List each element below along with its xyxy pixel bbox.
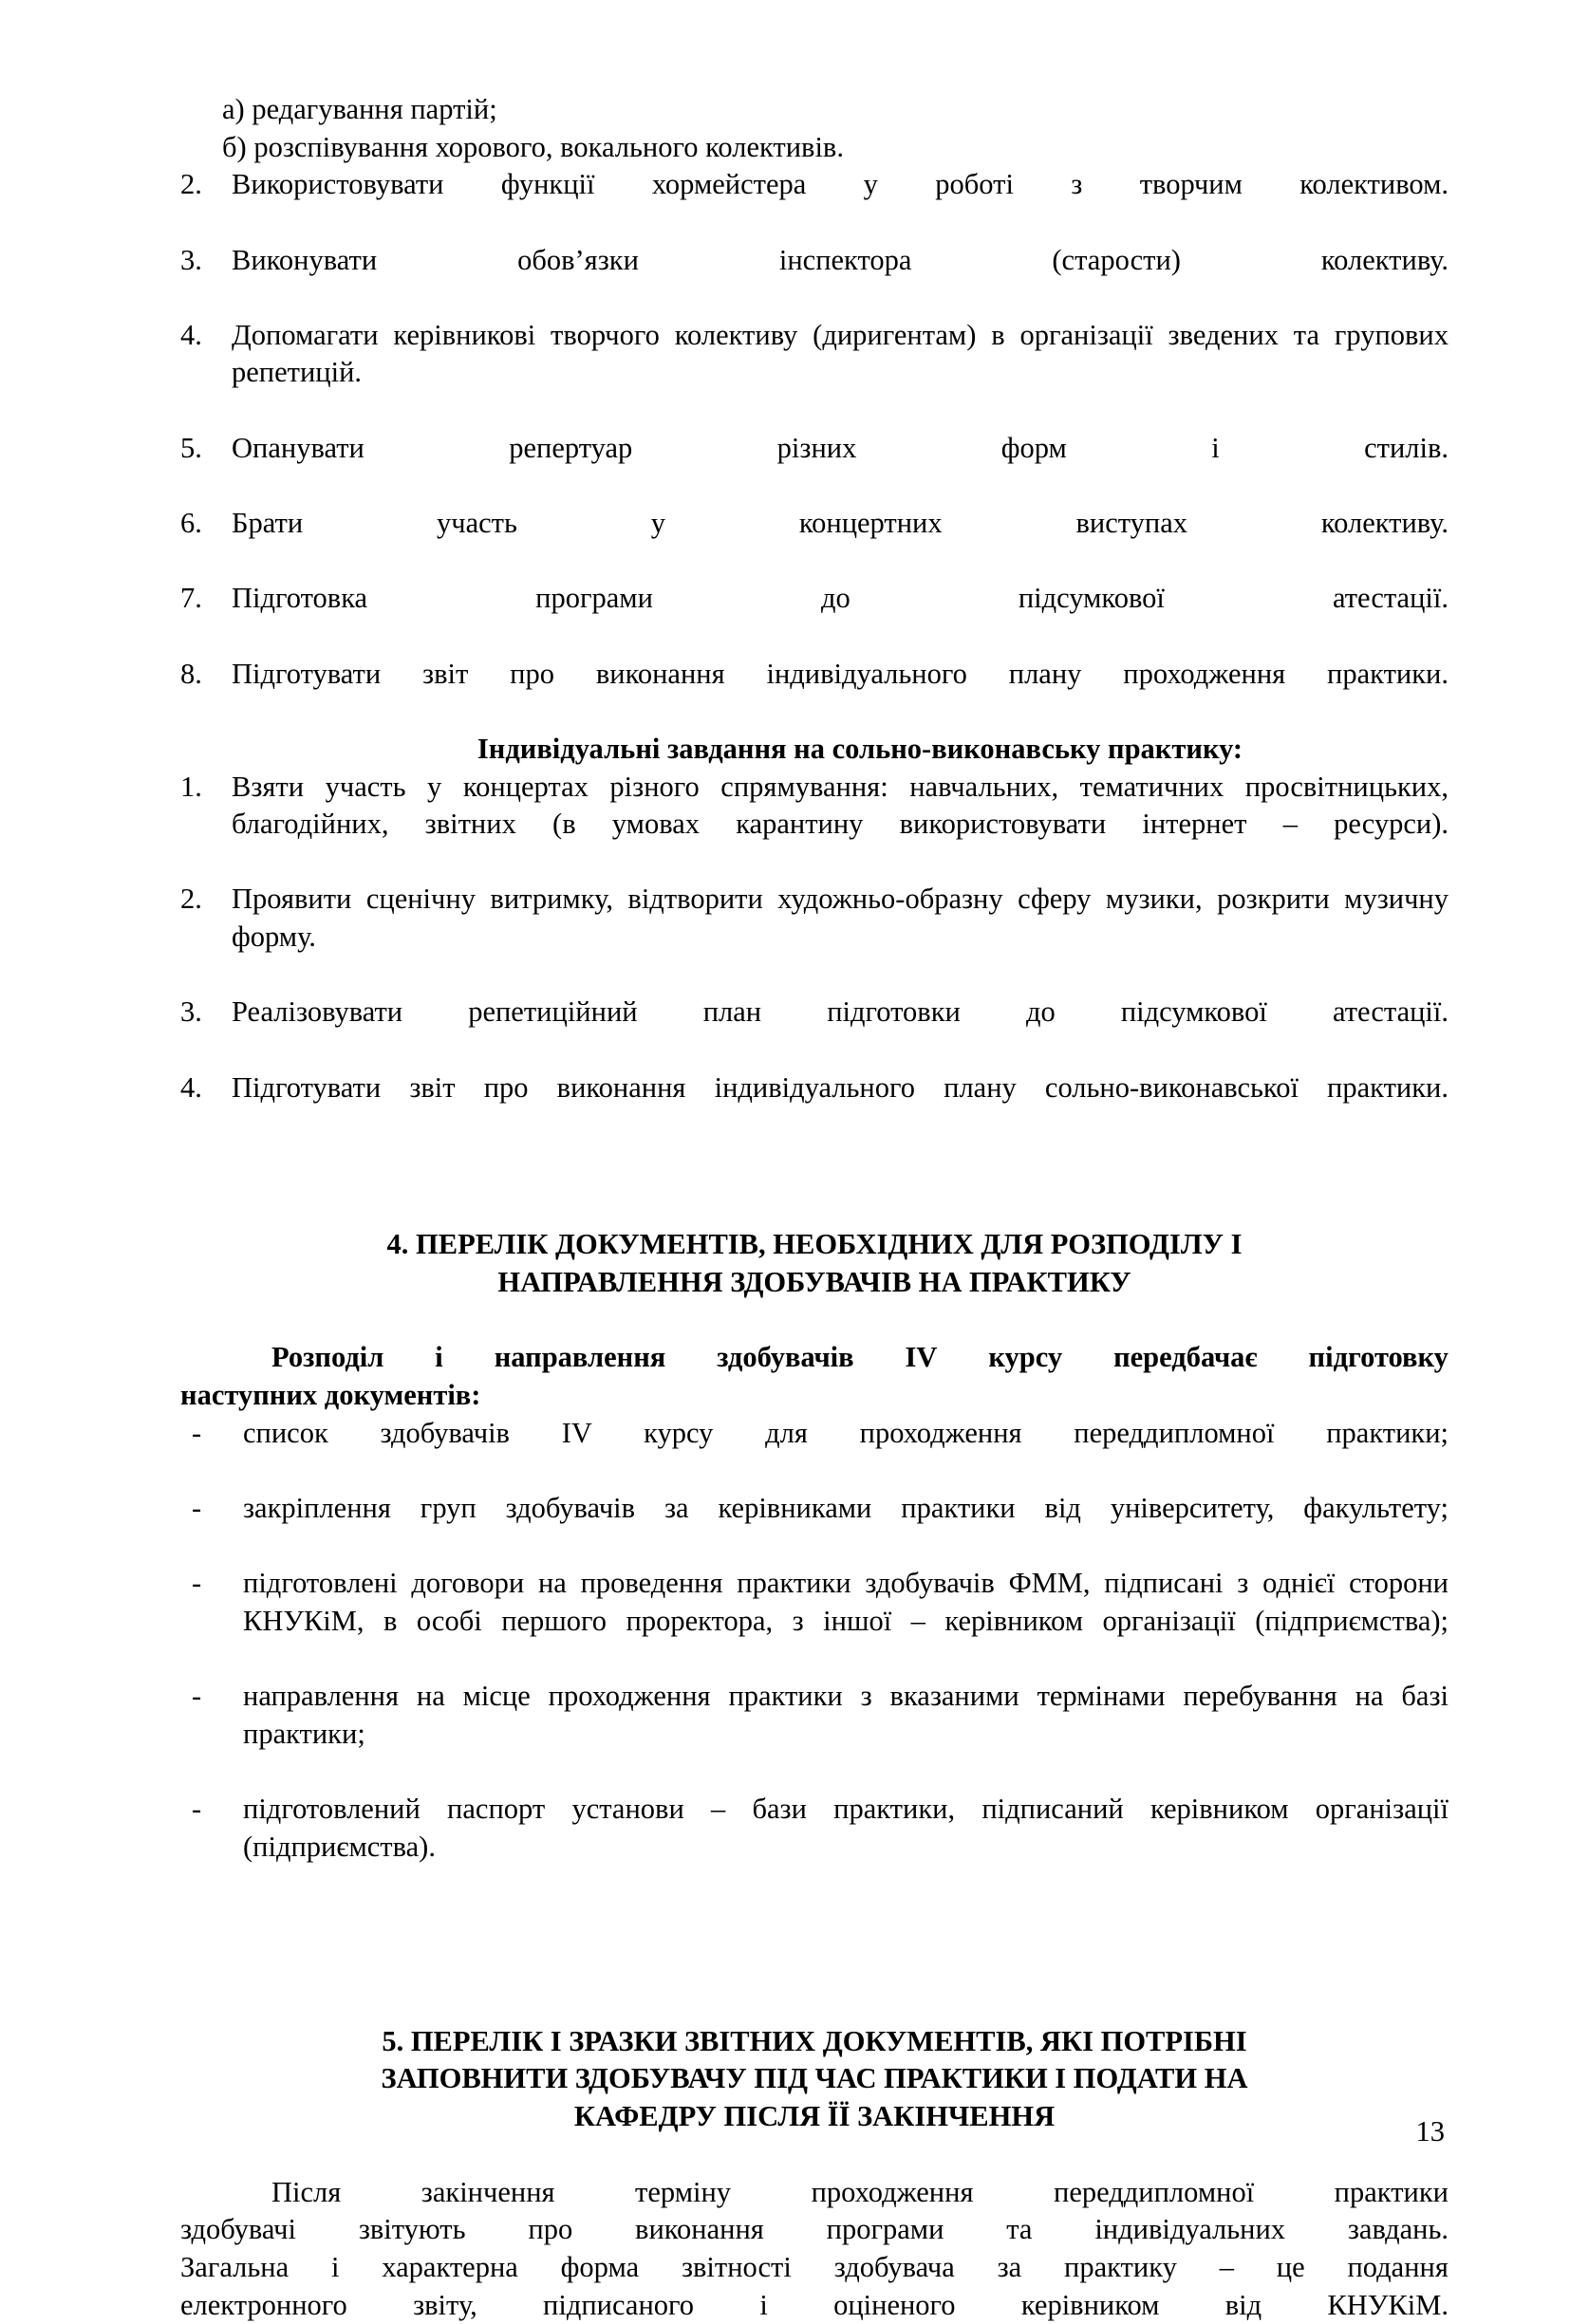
list-item-marker: 1. bbox=[180, 770, 202, 803]
word: підписаного bbox=[543, 2288, 695, 2321]
spacer bbox=[180, 1985, 1449, 2023]
section-5-paragraph bbox=[180, 2174, 1449, 2324]
word: і bbox=[435, 1341, 443, 1374]
list-item-text: закріплення груп здобувачів за керівниками практики від університету, факультету; bbox=[243, 1491, 1449, 1524]
word: Розподіл bbox=[271, 1341, 384, 1374]
list-item bbox=[180, 580, 1449, 655]
dash-marker: - bbox=[192, 1679, 202, 1712]
word: форма bbox=[560, 2251, 640, 2284]
word: КНУКіМ. bbox=[1327, 2288, 1449, 2321]
list-item-marker: 3. bbox=[180, 243, 202, 276]
word: звітності bbox=[681, 2251, 792, 2284]
list-item-text: підготовлений паспорт установи – бази практики, підписаний керівником організації (підприємства). bbox=[243, 1792, 1449, 1863]
word: здобувачів bbox=[717, 1341, 854, 1374]
word: практики bbox=[1334, 2175, 1449, 2208]
list-item-text: Підготувати звіт про виконання індивідуального плану проходження практики. bbox=[232, 657, 1449, 690]
list-item-marker: 8. bbox=[180, 657, 202, 690]
list-item-marker: 5. bbox=[180, 431, 202, 464]
word: закінчення bbox=[421, 2175, 555, 2208]
word: Після bbox=[271, 2175, 342, 2208]
page-content bbox=[180, 91, 1449, 2324]
word: здобувачі bbox=[180, 2213, 296, 2246]
word: від bbox=[1224, 2288, 1262, 2321]
list-item-text: Допомагати керівникові творчого колективу (диригентам) в організації зведених та групових репетицій. bbox=[232, 318, 1449, 389]
list-item-text: Реалізовувати репетиційний план підготовки до підсумкової атестації. bbox=[232, 995, 1449, 1029]
section-5-heading-line-1: 5. ПЕРЕЛІК І ЗРАЗКИ ЗВІТНИХ ДОКУМЕНТІВ, ЯКІ ПОТРІБНІ bbox=[382, 2024, 1247, 2057]
collective-task-list bbox=[180, 166, 1449, 731]
sub-item-b-text: б) bbox=[222, 130, 247, 163]
list-item bbox=[180, 656, 1449, 731]
word: підготовку bbox=[1308, 1341, 1449, 1374]
word: електронного bbox=[180, 2288, 347, 2321]
section-4-lead-line-1 bbox=[180, 1339, 1449, 1377]
list-item-text: список здобувачів IV курсу для проходження переддипломної практики; bbox=[243, 1416, 1449, 1449]
word: керівником bbox=[1020, 2288, 1160, 2321]
page-number: 13 bbox=[1415, 2115, 1445, 2148]
dash-marker: - bbox=[192, 1491, 202, 1524]
required-documents-list bbox=[180, 1415, 1449, 1904]
list-item bbox=[180, 317, 1449, 430]
word: програми bbox=[826, 2213, 944, 2246]
list-item-marker: 6. bbox=[180, 507, 202, 540]
word: звіту, bbox=[413, 2288, 477, 2321]
dash-marker: - bbox=[192, 1792, 202, 1825]
list-item-marker: 4. bbox=[180, 1070, 202, 1104]
list-item bbox=[180, 769, 1449, 882]
word: направлення bbox=[494, 1341, 666, 1374]
word: завдань. bbox=[1347, 2213, 1449, 2246]
list-item-text: Виконувати обов’язки інспектора (старости) колективу. bbox=[232, 243, 1449, 276]
list-item-text: Підготовка програми до підсумкової атестації. bbox=[232, 582, 1449, 615]
list-item-text: направлення на місце проходження практики з вказаними термінами перебування на базі практики; bbox=[243, 1679, 1449, 1750]
spacer bbox=[180, 1904, 1449, 1985]
dash-marker: - bbox=[192, 1416, 202, 1449]
word: подання bbox=[1347, 2251, 1449, 2284]
section-4-heading-line-1: 4. ПЕРЕЛІК ДОКУМЕНТІВ, НЕОБХІДНИХ ДЛЯ РОЗПОДІЛУ І bbox=[386, 1227, 1243, 1260]
word: передбачає bbox=[1113, 1341, 1258, 1374]
list-item bbox=[180, 166, 1449, 241]
list-item bbox=[180, 430, 1449, 505]
sub-item-b bbox=[222, 129, 1449, 167]
word: це bbox=[1276, 2251, 1305, 2284]
list-item bbox=[180, 1415, 1449, 1490]
list-item bbox=[180, 1678, 1449, 1791]
section-5-heading bbox=[180, 2023, 1449, 2136]
spacer bbox=[180, 1301, 1449, 1339]
word: оціненого bbox=[833, 2288, 956, 2321]
word: та bbox=[1006, 2213, 1033, 2246]
list-item-text: Брати участь у концертних виступах колективу. bbox=[232, 507, 1449, 540]
word: курсу bbox=[988, 1341, 1063, 1374]
word: переддипломної bbox=[1054, 2175, 1255, 2208]
word: виконання bbox=[635, 2213, 764, 2246]
word: характерна bbox=[382, 2251, 518, 2284]
section-4-lead bbox=[180, 1339, 1449, 1414]
list-item bbox=[180, 242, 1449, 317]
section-4-heading-line-2: НАПРАВЛЕННЯ ЗДОБУВАЧІВ НА ПРАКТИКУ bbox=[497, 1265, 1131, 1298]
list-item bbox=[180, 1490, 1449, 1565]
list-item-marker: 3. bbox=[180, 995, 202, 1029]
section-5-paragraph-line-1 bbox=[180, 2174, 1449, 2212]
word: здобувача bbox=[833, 2251, 955, 2284]
spacer bbox=[180, 1144, 1449, 1226]
list-item-marker: 7. bbox=[180, 582, 202, 615]
list-item-marker: 4. bbox=[180, 318, 202, 351]
list-item-text: Опанувати репертуар різних форм і стилів. bbox=[232, 431, 1449, 464]
sub-item-b-label: розспівування хорового, вокального колективів. bbox=[253, 130, 844, 163]
word: про bbox=[528, 2213, 573, 2246]
word: практику bbox=[1064, 2251, 1177, 2284]
section-5-heading-line-3: КАФЕДРУ ПІСЛЯ ЇЇ ЗАКІНЧЕННЯ bbox=[573, 2100, 1056, 2133]
list-item-marker: 2. bbox=[180, 168, 202, 201]
list-item bbox=[180, 881, 1449, 994]
word: і bbox=[759, 2288, 768, 2321]
list-item bbox=[180, 1791, 1449, 1904]
solo-task-list bbox=[180, 769, 1449, 1144]
sub-item-a-label: редагування партій; bbox=[252, 93, 497, 125]
word: звітують bbox=[358, 2213, 466, 2246]
list-item-text: підготовлені договори на проведення практики здобувачів ФММ, підписані з однієї сторони КНУКіМ, в особі першого проректора, з іншої – керівником організації (підприємства); bbox=[243, 1567, 1449, 1637]
word: IV bbox=[905, 1341, 938, 1374]
word: Загальна bbox=[180, 2251, 290, 2284]
word: індивідуальних bbox=[1094, 2213, 1286, 2246]
list-item-text: Проявити сценічну витримку, відтворити художньо-образну сферу музики, розкрити музичну форму. bbox=[232, 883, 1449, 954]
list-item-text: Використовувати функції хормейстера у роботі з творчим колективом. bbox=[232, 168, 1449, 201]
section-5-paragraph-line-4 bbox=[180, 2287, 1449, 2324]
list-item bbox=[180, 505, 1449, 580]
dash-marker: - bbox=[192, 1567, 202, 1600]
sub-item-a bbox=[222, 91, 1449, 129]
word: терміну bbox=[635, 2175, 732, 2208]
section-5-paragraph-line-3 bbox=[180, 2249, 1449, 2287]
word: – bbox=[1219, 2251, 1234, 2284]
word: проходження bbox=[811, 2175, 974, 2208]
list-item bbox=[180, 994, 1449, 1069]
spacer bbox=[180, 2136, 1449, 2174]
section-5-paragraph-line-2 bbox=[180, 2211, 1449, 2249]
solo-practice-heading: Індивідуальні завдання на сольно-виконавську практику: bbox=[477, 732, 1243, 765]
section-4-heading bbox=[180, 1226, 1449, 1301]
list-item-text: Взяти участь у концертах різного спрямування: навчальних, тематичних просвітницьких, благодійних, звітних (в умовах карантину використовувати інтернет – ресурси). bbox=[232, 770, 1449, 841]
list-item bbox=[180, 1565, 1449, 1678]
list-item-marker: 2. bbox=[180, 883, 202, 916]
section-5-heading-line-2: ЗАПОВНИТИ ЗДОБУВАЧУ ПІД ЧАС ПРАКТИКИ І ПОДАТИ НА bbox=[381, 2062, 1248, 2095]
word: за bbox=[997, 2251, 1022, 2284]
word: і bbox=[330, 2251, 340, 2284]
list-item bbox=[180, 1069, 1449, 1144]
section-4-lead-line-2: наступних документів: bbox=[180, 1378, 481, 1411]
list-item-text: Підготувати звіт про виконання індивідуального плану сольно-виконавської практики. bbox=[232, 1070, 1449, 1104]
sub-item-a-text: а) bbox=[222, 93, 245, 125]
